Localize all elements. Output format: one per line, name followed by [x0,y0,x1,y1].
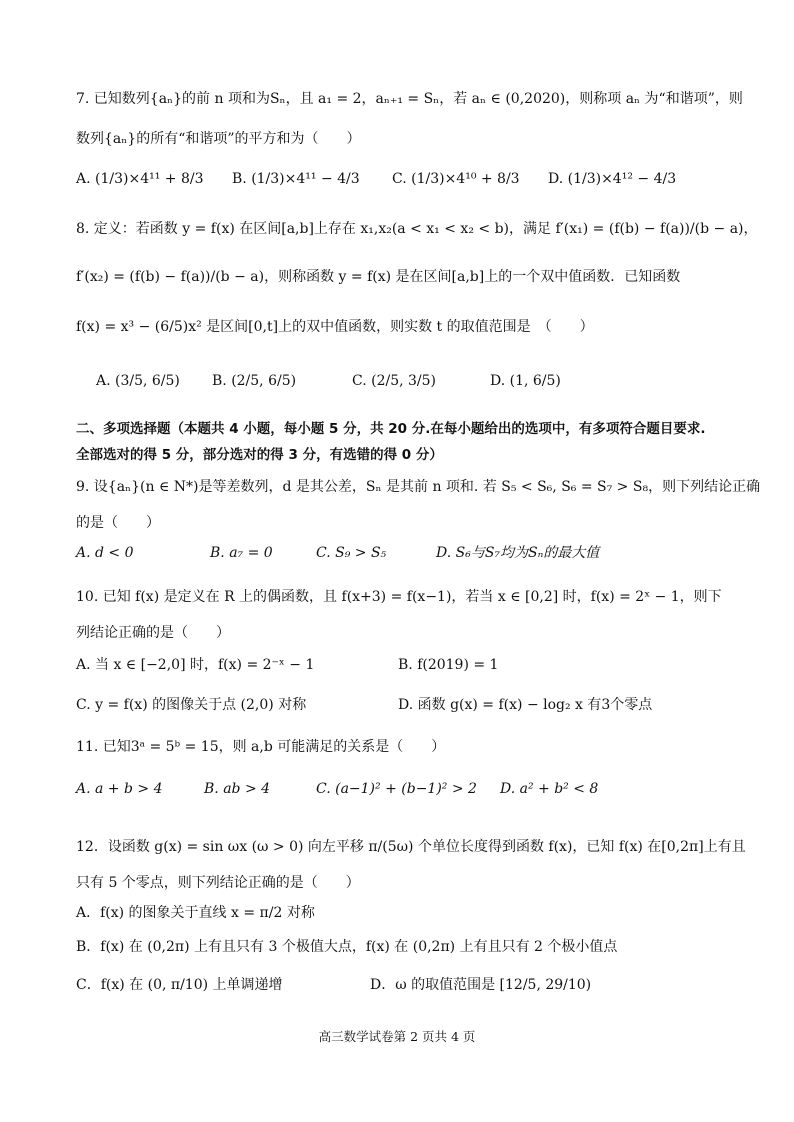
question-9-option-b: B. a₇ = 0 [210,545,273,561]
question-8-option-c: C. (2/5, 3/5) [352,373,436,389]
question-12-option-b: B．f(x) 在 (0,2π) 上有且只有 3 个极值大点，f(x) 在 (0,2π) 上有且只有 2 个极小值点 [76,939,618,955]
question-9-option-d: D. S₆与S₇均为Sₙ的最大值 [436,545,600,561]
question-11-option-d: D. a² + b² < 8 [500,781,599,797]
page-footer: 高三数学试卷第 2 页共 4 页 [318,1029,476,1044]
question-8-option-d: D. (1, 6/5) [490,373,561,389]
question-11-option-c: C. (a−1)² + (b−1)² > 2 [316,781,477,797]
question-9-option-a: A. d < 0 [76,545,134,561]
question-8-stem-cont2: f(x) = x³ − (6/5)x² 是区间[0,t]上的双中值函数，则实数 t 的取值范围是 （ ） [76,319,594,335]
question-10-stem-cont: 列结论正确的是（ ） [76,625,230,641]
question-10-option-b: B. f(2019) = 1 [398,657,499,673]
question-9-option-c: C. S₉ > S₅ [316,545,387,561]
question-10-stem: 10. 已知 f(x) 是定义在 R 上的偶函数，且 f(x+3) = f(x−1)，若当 x ∈ [0,2] 时，f(x) = 2ˣ − 1，则下 [76,589,722,605]
question-7-option-b: B. (1/3)×4¹¹ − 4/3 [232,171,360,187]
section-2-heading-cont: 全部选对的得 5 分，部分选对的得 3 分，有选错的得 0 分） [76,447,443,463]
section-2-heading: 二、多项选择题（本题共 4 小题，每小题 5 分，共 20 分.在每小题给出的选项中，有多项符合题目要求. [76,421,706,437]
question-12-option-d: D．ω 的取值范围是 [12/5, 29/10) [370,977,592,993]
question-8-option-b: B. (2/5, 6/5) [212,373,297,389]
question-10-option-c: C. y = f(x) 的图像关于点 (2,0) 对称 [76,697,307,713]
question-7-stem-cont: 数列{aₙ}的所有“和谐项”的平方和为（ ） [76,131,361,147]
question-10-option-a: A. 当 x ∈ [−2,0] 时，f(x) = 2⁻ˣ − 1 [76,657,315,673]
question-9-stem-cont: 的是（ ） [76,515,160,531]
question-8-stem: 8. 定义：若函数 y = f(x) 在区间[a,b]上存在 x₁,x₂(a < x₁ < x₂ < b)，满足 f′(x₁) = (f(b) − f(a))/(b − a)， [76,221,758,237]
question-8-stem-cont: f′(x₂) = (f(b) − f(a))/(b − a)，则称函数 y = f(x) 是在区间[a,b]上的一个双中值函数．已知函数 [76,269,681,285]
question-7-option-d: D. (1/3)×4¹² − 4/3 [548,171,677,187]
question-12-option-a: A．f(x) 的图象关于直线 x = π/2 对称 [76,905,315,921]
question-11-stem: 11. 已知3ᵃ = 5ᵇ = 15，则 a,b 可能满足的关系是（ ） [76,739,446,755]
question-7-stem: 7. 已知数列{aₙ}的前 n 项和为Sₙ，且 a₁ = 2，aₙ₊₁ = Sₙ，若 aₙ ∈ (0,2020)，则称项 aₙ 为“和谐项”，则 [76,91,743,107]
question-12-option-c: C．f(x) 在 (0, π/10) 上单调递增 [76,977,283,993]
question-12-stem: 12．设函数 g(x) = sin ωx (ω > 0) 向左平移 π/(5ω) 个单位长度得到函数 f(x)，已知 f(x) 在[0,2π]上有且 [76,839,746,855]
question-8-option-a: A. (3/5, 6/5) [96,373,180,389]
question-11-option-a: A. a + b > 4 [76,781,163,797]
question-10-option-d: D. 函数 g(x) = f(x) − log₂ x 有3个零点 [398,697,653,713]
question-7-option-a: A. (1/3)×4¹¹ + 8/3 [76,171,204,187]
question-11-option-b: B. ab > 4 [204,781,271,797]
question-12-stem-cont: 只有 5 个零点，则下列结论正确的是（ ） [76,875,360,891]
question-7-option-c: C. (1/3)×4¹⁰ + 8/3 [392,171,520,187]
question-9-stem: 9. 设{aₙ}(n ∈ N*)是等差数列，d 是其公差，Sₙ 是其前 n 项和. 若 S₅ < S₆, S₆ = S₇ > S₈，则下列结论正确 [76,479,761,495]
